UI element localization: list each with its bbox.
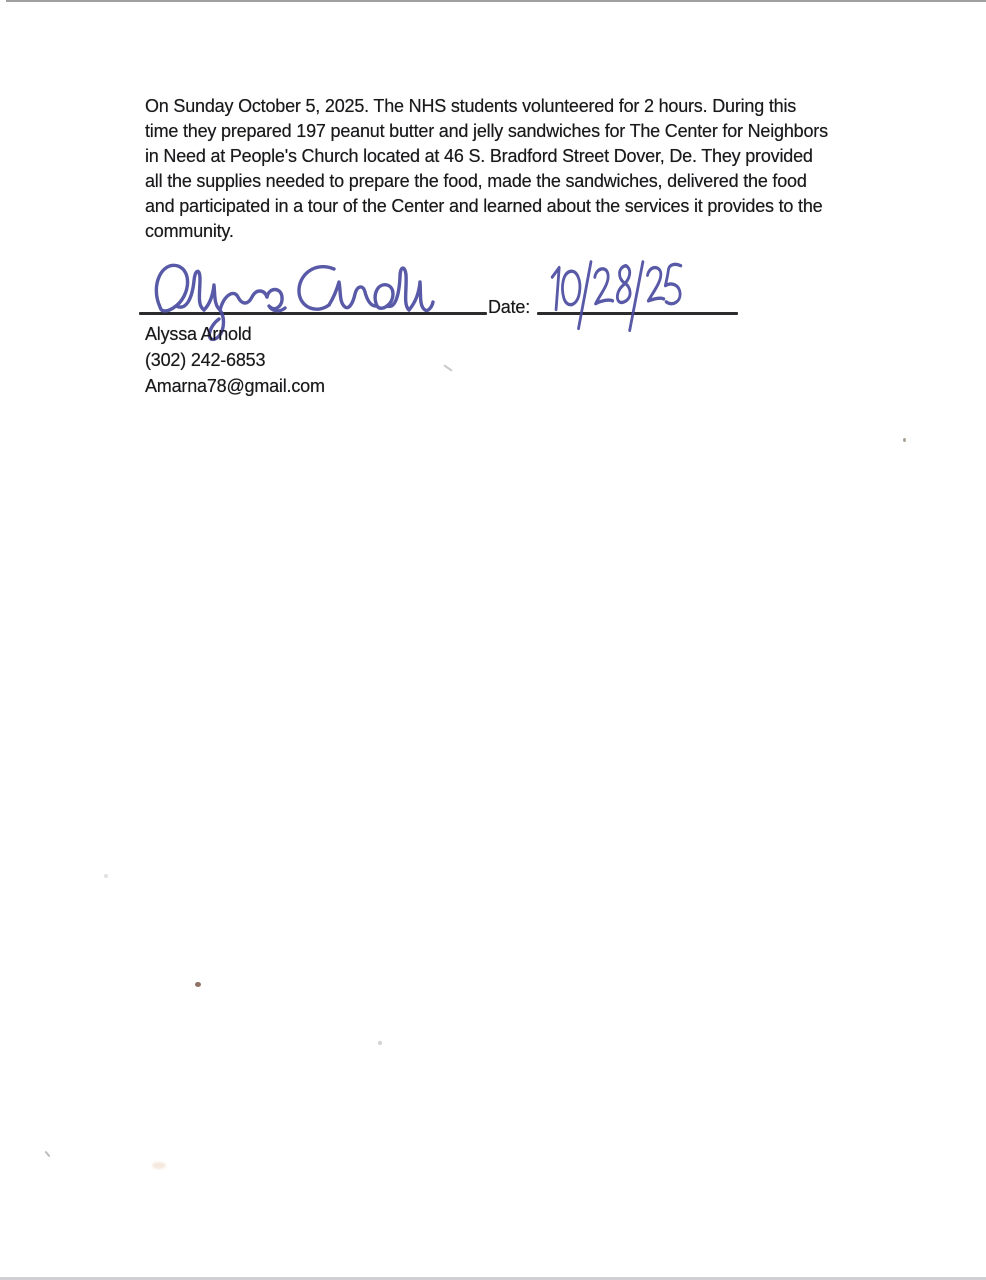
date-handwriting [546,260,701,336]
paragraph-line: all the supplies needed to prepare the food, made the sandwiches, delivered the food [145,171,807,191]
paragraph-line: in Need at People's Church located at 46 S. Bradford Street Dover, De. They provided [145,146,813,166]
scan-speck [443,364,452,371]
scan-edge-top [6,0,986,2]
report-paragraph [145,94,828,244]
scan-speck [152,1162,166,1169]
paragraph-line: On Sunday October 5, 2025. The NHS students volunteered for 2 hours. During this [145,96,797,116]
scan-speck [104,874,108,878]
signature-line [139,312,487,315]
scan-speck [378,1041,382,1045]
contact-name: Alyssa Arnold [145,324,252,344]
scan-speck [195,982,201,987]
paragraph-line: time they prepared 197 peanut butter and jelly sandwiches for The Center for Neighbors [145,121,828,141]
scan-speck [903,438,906,442]
contact-phone: (302) 242-6853 [145,350,266,370]
contact-email: Amarna78@gmail.com [145,376,325,396]
scan-speck [44,1151,50,1158]
paragraph-line: community. [145,221,234,241]
date-line [537,312,738,315]
contact-block [145,321,325,399]
date-label: Date: [488,297,531,317]
paragraph-line: and participated in a tour of the Center and learned about the services it provides to the [145,196,823,216]
